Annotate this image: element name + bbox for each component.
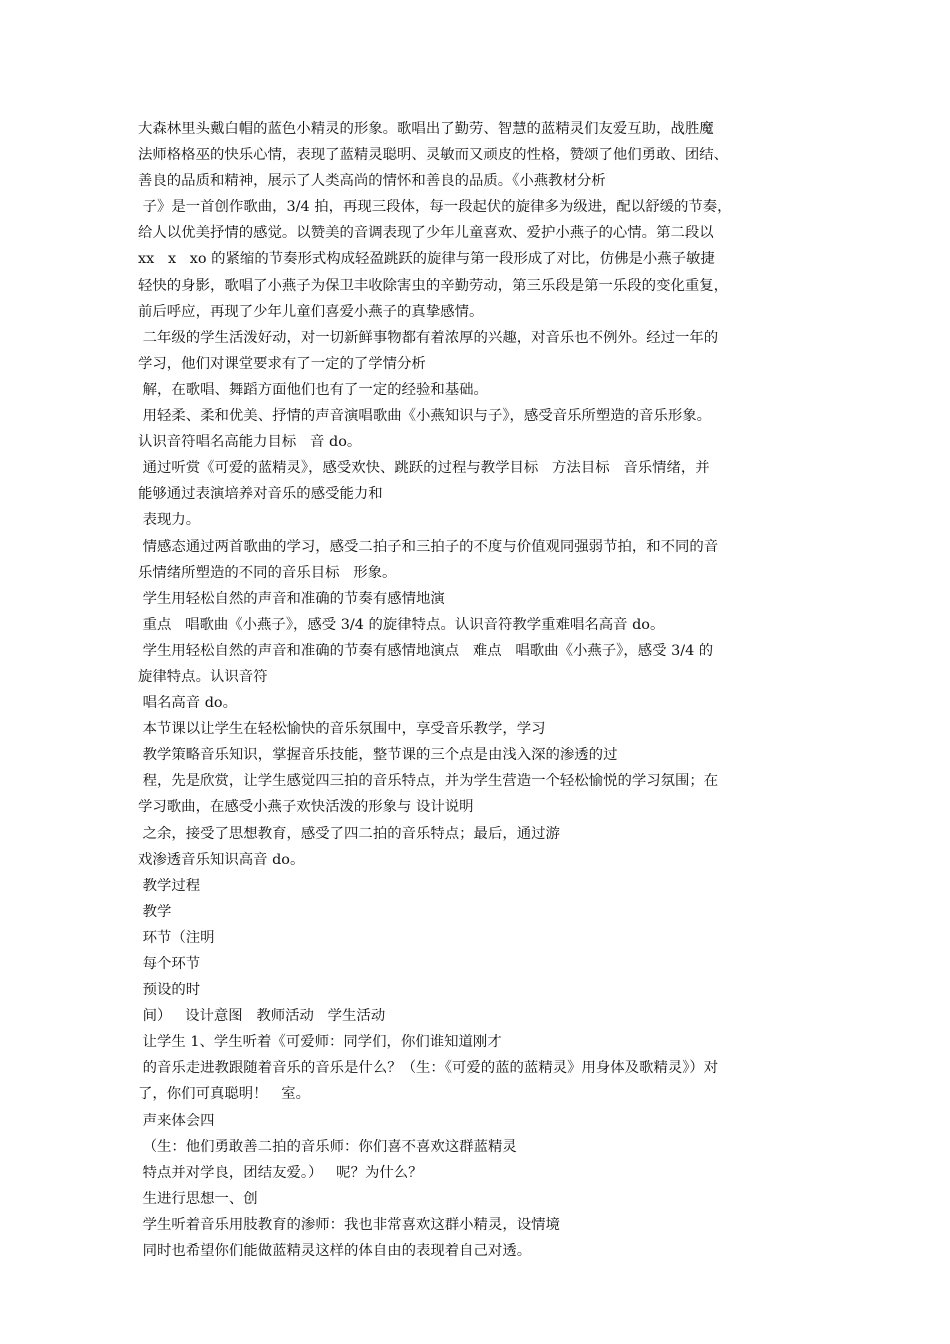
- text-line: 预设的时: [138, 982, 201, 999]
- text-line: 同时也希望你们能做蓝精灵这样的体自由的表现着自己对透。: [138, 1243, 532, 1260]
- text-line: 的音乐走进教跟随着音乐的音乐是什么？（生：《可爱的蓝的蓝精灵》用身体及歌精灵》）对: [138, 1060, 719, 1077]
- text-line: 大森林里头戴白帽的蓝色小精灵的形象。歌唱出了勤劳、智慧的蓝精灵们友爱互助，战胜魔: [138, 121, 714, 137]
- text-line: 特点并对学良，团结友爱。） 呢？为什么？: [138, 1164, 423, 1181]
- text-line: 解，在歌唱、舞蹈方面他们也有了一定的经验和基础。: [138, 381, 488, 398]
- text-line: 让学生 1、学生听着《可爱师：同学们，你们谁知道刚才: [138, 1034, 502, 1051]
- text-line: 轻快的身影，歌唱了小燕子为保卫丰收除害虫的辛勤劳动，第三乐段是第一乐段的变化重复，: [138, 277, 729, 294]
- text-line: 了，你们可真聪明！ 室。: [138, 1086, 311, 1103]
- text-line: 子》是一首创作歌曲，3/4 拍，再现三段体，每一段起伏的旋律多为级进，配以舒缓的节奏，: [138, 199, 732, 216]
- text-line: 之余，接受了思想教育，感受了四二拍的音乐特点；最后，通过游: [138, 825, 560, 842]
- text-line: 学生听着音乐用肢教育的渗师：我也非常喜欢这群小精灵，设情境: [138, 1216, 560, 1233]
- text-line: 教学: [138, 903, 172, 920]
- text-line: 给人以优美抒情的感觉。以赞美的音调表现了少年儿童喜欢、爱护小燕子的心情。第二段以: [138, 225, 714, 242]
- text-line: 学生用轻松自然的声音和准确的节奏有感情地演点 难点 唱歌曲《小燕子》，感受 3/4 的: [138, 642, 714, 659]
- text-line: 本节课以让学生在轻松愉快的音乐氛围中，享受音乐教学，学习: [138, 721, 546, 738]
- text-line: 教学策略音乐知识，掌握音乐技能，整节课的三个点是由浅入深的渗透的过: [138, 747, 618, 764]
- text-line: 用轻柔、柔和优美、抒情的声音演唱歌曲《小燕知识与子》，感受音乐所塑造的音乐形象。: [138, 408, 712, 425]
- text-line: 前后呼应，再现了少年儿童们喜爱小燕子的真挚感情。: [138, 303, 484, 320]
- text-line: 善良的品质和精神，展示了人类高尚的情怀和善良的品质。《小燕教材分析: [138, 173, 606, 190]
- text-line: 戏渗透音乐知识高音 do。: [138, 851, 305, 868]
- text-line: 旋律特点。认识音符: [138, 668, 268, 685]
- text-line: 每个环节: [138, 956, 201, 972]
- text-line: 表现力。: [138, 512, 201, 529]
- text-line: 学生用轻松自然的声音和准确的节奏有感情地演: [138, 590, 445, 607]
- text-line: 法师格格巫的快乐心情，表现了蓝精灵聪明、灵敏而又顽皮的性格，赞颂了他们勇敢、团结、: [138, 147, 729, 164]
- text-line: 重点 唱歌曲《小燕子》，感受 3/4 的旋律特点。认识音符教学重难唱名高音 do。: [138, 616, 665, 633]
- document-body-text: [138, 116, 818, 1264]
- text-line: 声来体会四: [138, 1112, 215, 1129]
- text-line: 生进行思想一、创: [138, 1190, 258, 1207]
- text-line: 学习歌曲，在感受小燕子欢快活泼的形象与 设计说明: [138, 799, 474, 816]
- text-line: 间） 设计意图 教师活动 学生活动: [138, 1008, 386, 1025]
- text-line: （生：他们勇敢善二拍的音乐师：你们喜不喜欢这群蓝精灵: [138, 1138, 517, 1155]
- text-line: xx x xo 的紧缩的节奏形式构成轻盈跳跃的旋律与第一段形成了对比，仿佛是小燕子敏捷: [138, 251, 715, 268]
- text-line: 通过听赏《可爱的蓝精灵》，感受欢快、跳跃的过程与教学目标 方法目标 音乐情绪，并: [138, 460, 710, 477]
- text-line: 唱名高音 do。: [138, 695, 237, 712]
- text-line: 乐情绪所塑造的不同的音乐目标 形象。: [138, 564, 397, 581]
- text-line: 二年级的学生活泼好动，对一切新鲜事物都有着浓厚的兴趣，对音乐也不例外。经过一年的: [138, 329, 719, 346]
- text-line: 情感态通过两首歌曲的学习，感受二拍子和三拍子的不度与价值观同强弱节拍，和不同的音: [138, 538, 719, 555]
- text-line: 学习，他们对课堂要求有了一定的了学情分析: [138, 355, 426, 372]
- text-line: 认识音符唱名高能力目标 音 do。: [138, 434, 362, 451]
- text-line: 能够通过表演培养对音乐的感受能力和: [138, 486, 383, 503]
- text-line: 程，先是欣赏，让学生感觉四三拍的音乐特点，并为学生营造一个轻松愉悦的学习氛围；在: [138, 773, 719, 790]
- text-line: 教学过程: [138, 877, 201, 894]
- text-line: 环节（注明: [138, 929, 215, 946]
